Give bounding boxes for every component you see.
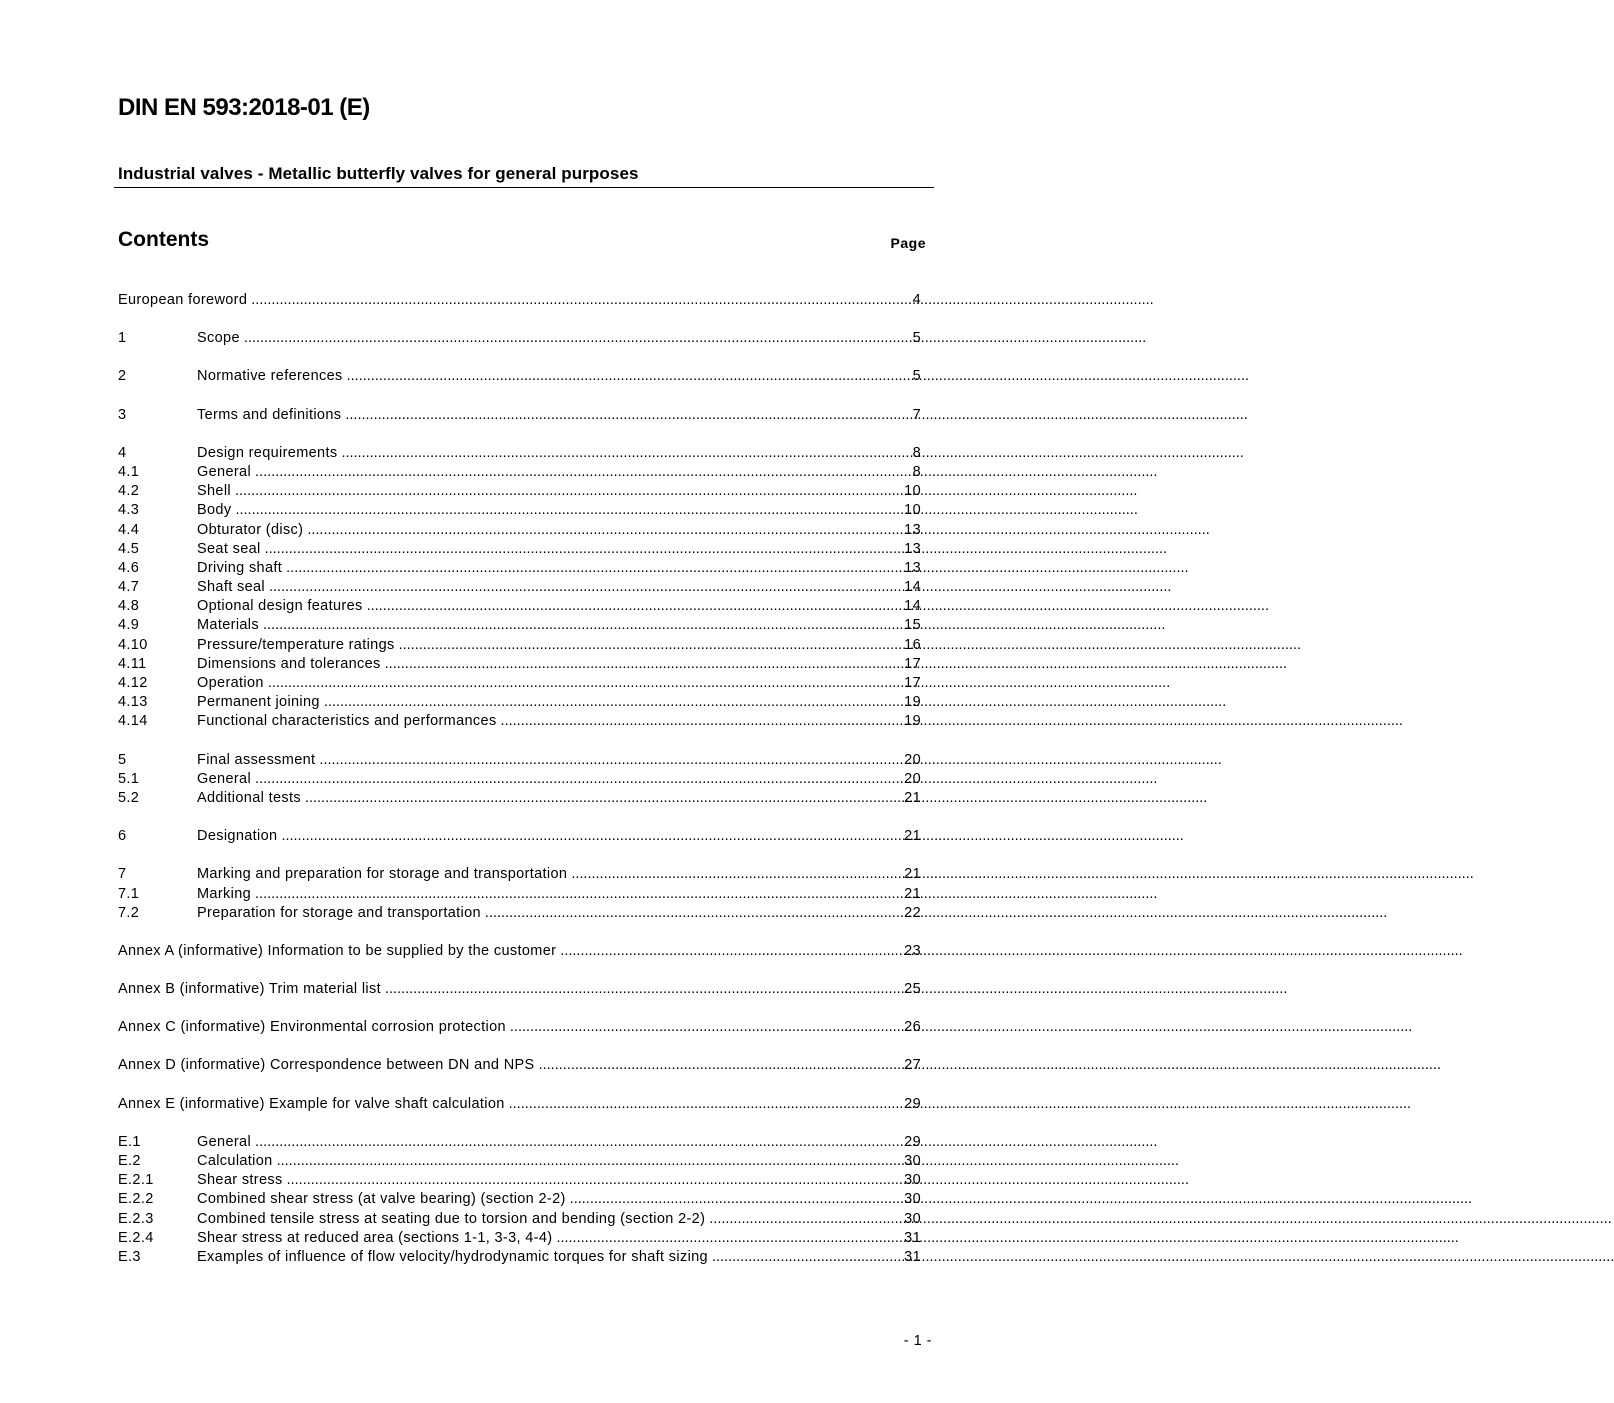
toc-entry-title: Permanent joining [197, 694, 320, 711]
toc-entry[interactable] [118, 463, 921, 482]
toc-entry-page: 10 [904, 483, 921, 500]
toc-entry[interactable] [118, 827, 921, 846]
toc-entry-title: Annex C (informative) Environmental corrosion protection [118, 1019, 506, 1036]
toc-entry-page: 17 [904, 655, 921, 672]
toc-dot-leader [712, 1248, 904, 1267]
toc-dot-leader [509, 1095, 905, 1114]
toc-entry-page: 27 [904, 1057, 921, 1074]
toc-entry-page: 29 [904, 1095, 921, 1112]
toc-entry-page: 17 [904, 675, 921, 691]
toc-entry[interactable] [118, 501, 921, 520]
toc-dot-leader [709, 1210, 904, 1229]
toc-entry-number: 4.2 [118, 483, 140, 500]
toc-entry[interactable] [118, 367, 921, 386]
toc-entry-page: 5 [912, 330, 921, 347]
toc-entry[interactable] [118, 1056, 921, 1075]
toc-entry[interactable] [118, 942, 921, 961]
toc-entry-page: 4 [912, 292, 921, 308]
toc-entry[interactable] [118, 712, 921, 731]
toc-entry-title: Design requirements [197, 444, 338, 461]
toc-entry-page: 14 [904, 598, 921, 615]
toc-dot-leader [277, 1152, 905, 1171]
toc-entry-page: 13 [904, 540, 921, 557]
toc-entry-page: 31 [904, 1229, 921, 1246]
toc-entry-title: Preparation for storage and transportation [197, 904, 481, 921]
toc-dot-leader [263, 616, 904, 635]
toc-entry-page: 26 [904, 1019, 921, 1036]
toc-entry-title: European foreword [118, 292, 248, 308]
toc-entry-page: 21 [904, 828, 921, 845]
toc-entry-number: E.2.2 [118, 1191, 154, 1208]
toc-entry-number: 4.7 [118, 579, 140, 596]
toc-entry-number: 4.12 [118, 675, 148, 691]
toc-entry[interactable] [118, 770, 921, 789]
toc-entry[interactable] [118, 540, 921, 559]
toc-dot-leader [485, 904, 904, 923]
toc-dot-leader [235, 482, 904, 501]
toc-entry[interactable] [118, 674, 921, 693]
toc-entry[interactable] [118, 904, 921, 923]
toc-dot-leader [399, 636, 905, 655]
toc-dot-leader [286, 559, 904, 578]
toc-entry-page: 13 [904, 521, 921, 538]
toc-dot-leader [287, 1171, 905, 1190]
toc-dot-leader [255, 885, 904, 904]
toc-entry-title: Seat seal [197, 540, 261, 557]
toc-entry-title: General [197, 463, 252, 480]
toc-entry-number: 6 [118, 828, 127, 845]
toc-entry[interactable] [118, 1190, 921, 1209]
toc-entry-title: Functional characteristics and performances [197, 713, 497, 730]
toc-entry-title: Terms and definitions [197, 406, 342, 423]
toc-entry-number: 5 [118, 751, 127, 768]
toc-entry-title: Shear stress at reduced area (sections 1-1, 3-3, 4-4) [197, 1229, 553, 1246]
toc-dot-leader [560, 942, 904, 961]
toc-entry-page: 23 [904, 942, 921, 959]
toc-entry-page: 31 [904, 1248, 921, 1265]
toc-entry-page: 14 [904, 579, 921, 596]
toc-entry-title: Calculation [197, 1153, 273, 1169]
toc-entry-title: Optional design features [197, 598, 363, 615]
toc-entry-title: Annex E (informative) Example for valve shaft calculation [118, 1095, 505, 1112]
title-underline-divider [114, 187, 934, 188]
toc-entry-page: 8 [912, 463, 921, 480]
toc-entry-page: 25 [904, 981, 921, 998]
toc-entry-page: 30 [904, 1172, 921, 1189]
toc-entry-number: 7 [118, 866, 127, 883]
toc-entry[interactable] [118, 1248, 921, 1267]
toc-dot-leader [255, 770, 904, 789]
toc-entry-number: 4 [118, 444, 127, 461]
toc-entry-number: 4.10 [118, 636, 148, 653]
toc-entry-title: Obturator (disc) [197, 521, 304, 538]
toc-entry-page: 21 [904, 885, 921, 902]
toc-entry-title: General [197, 770, 252, 787]
toc-entry[interactable] [118, 597, 921, 616]
table-of-contents [118, 291, 921, 1267]
toc-entry-number: E.1 [118, 1133, 141, 1150]
toc-entry[interactable] [118, 329, 921, 348]
toc-dot-leader [269, 578, 904, 597]
toc-entry-title: Driving shaft [197, 559, 283, 576]
toc-entry-page: 8 [912, 444, 921, 461]
toc-dot-leader [265, 540, 905, 559]
toc-entry-page: 29 [904, 1133, 921, 1150]
toc-entry-page: 21 [904, 789, 921, 806]
toc-entry[interactable] [118, 865, 921, 884]
toc-dot-leader [367, 597, 905, 616]
toc-entry-number: 7.1 [118, 885, 140, 902]
toc-entry[interactable] [118, 1133, 921, 1152]
toc-entry[interactable] [118, 578, 921, 597]
toc-entry-title: Pressure/temperature ratings [197, 636, 395, 653]
toc-entry-page: 5 [912, 368, 921, 385]
toc-entry-number: E.2 [118, 1153, 141, 1169]
document-title: DIN EN 593:2018-01 (E) [118, 94, 370, 121]
toc-entry-page: 19 [904, 694, 921, 711]
toc-entry-page: 7 [912, 406, 921, 423]
toc-dot-leader [385, 980, 904, 999]
toc-dot-leader [341, 444, 912, 463]
toc-entry[interactable] [118, 885, 921, 904]
toc-dot-leader [307, 521, 904, 540]
toc-entry-title: Designation [197, 828, 278, 845]
toc-dot-leader [345, 406, 912, 425]
toc-entry-number: 7.2 [118, 904, 140, 921]
toc-entry-page: 22 [904, 904, 921, 921]
toc-entry-number: 2 [118, 368, 127, 385]
toc-entry-number: 4.4 [118, 521, 140, 538]
page-number-footer: - 1 - [903, 1333, 932, 1349]
toc-entry-title: Normative references [197, 368, 343, 385]
toc-entry-number: 4.11 [118, 655, 147, 672]
toc-entry-title: Combined tensile stress at seating due to torsion and bending (section 2-2) [197, 1210, 706, 1227]
toc-entry-number: 4.13 [118, 694, 148, 711]
toc-entry[interactable] [118, 1210, 921, 1229]
toc-dot-leader [255, 463, 913, 482]
toc-entry-page: 30 [904, 1153, 921, 1169]
toc-entry-title: Combined shear stress (at valve bearing) (section 2-2) [197, 1191, 566, 1208]
toc-dot-leader [570, 1190, 904, 1209]
toc-entry-title: Dimensions and tolerances [197, 655, 381, 672]
toc-entry-title: Annex D (informative) Correspondence between DN and NPS [118, 1057, 535, 1074]
toc-entry-title: Materials [197, 617, 259, 634]
toc-dot-leader [539, 1056, 905, 1075]
toc-entry[interactable] [118, 616, 921, 635]
toc-entry-title: Marking [197, 885, 252, 902]
toc-entry[interactable] [118, 1229, 921, 1248]
toc-entry-number: 4.3 [118, 502, 140, 519]
toc-entry-title: Annex A (informative) Information to be supplied by the customer [118, 942, 557, 959]
toc-entry-title: Scope [197, 330, 240, 347]
toc-entry[interactable] [118, 444, 921, 463]
toc-dot-leader [571, 865, 904, 884]
toc-entry-title: Shaft seal [197, 579, 265, 596]
toc-entry-title: Shear stress [197, 1172, 283, 1189]
toc-dot-leader [319, 751, 904, 770]
toc-entry-title: Body [197, 502, 232, 519]
toc-dot-leader [501, 712, 905, 731]
toc-dot-leader [305, 789, 904, 808]
toc-dot-leader [556, 1229, 904, 1248]
toc-entry[interactable] [118, 1152, 921, 1171]
toc-entry[interactable] [118, 1018, 921, 1037]
toc-entry[interactable] [118, 655, 921, 674]
contents-heading: Contents [118, 228, 209, 251]
toc-entry-title: Operation [197, 675, 264, 691]
toc-entry-title: Additional tests [197, 789, 301, 806]
toc-entry-title: Examples of influence of flow velocity/hydrodynamic torques for shaft sizing [197, 1248, 708, 1265]
toc-entry-page: 20 [904, 751, 921, 768]
toc-entry-number: E.2.3 [118, 1210, 154, 1227]
toc-entry-page: 16 [904, 636, 921, 653]
toc-dot-leader [324, 693, 904, 712]
toc-entry-title: Marking and preparation for storage and transportation [197, 866, 568, 883]
toc-dot-leader [281, 827, 904, 846]
toc-entry-number: 5.1 [118, 770, 140, 787]
toc-dot-leader [235, 501, 904, 520]
toc-dot-leader [347, 367, 913, 386]
toc-entry-number: 1 [118, 330, 127, 347]
toc-entry-title: Annex B (informative) Trim material list [118, 981, 381, 998]
toc-entry-page: 15 [904, 617, 921, 634]
toc-entry-page: 21 [904, 866, 921, 883]
toc-entry[interactable] [118, 980, 921, 999]
toc-entry[interactable] [118, 521, 921, 540]
toc-entry-number: 4.9 [118, 617, 140, 634]
toc-entry-number: 4.1 [118, 463, 140, 480]
toc-entry-number: 3 [118, 406, 127, 423]
toc-entry[interactable] [118, 636, 921, 655]
toc-entry[interactable] [118, 1095, 921, 1114]
toc-entry-page: 13 [904, 559, 921, 576]
toc-entry[interactable] [118, 789, 921, 808]
toc-dot-leader [255, 1133, 904, 1152]
toc-dot-leader [510, 1018, 904, 1037]
toc-entry-page: 30 [904, 1210, 921, 1227]
toc-entry-title: Shell [197, 483, 231, 500]
toc-entry[interactable] [118, 291, 921, 310]
toc-entry-page: 19 [904, 713, 921, 730]
toc-entry[interactable] [118, 693, 921, 712]
toc-entry[interactable] [118, 559, 921, 578]
toc-dot-leader [244, 329, 913, 348]
toc-entry-number: 4.5 [118, 540, 140, 557]
toc-entry-page: 10 [904, 502, 921, 519]
toc-dot-leader [268, 674, 904, 693]
toc-entry-title: General [197, 1133, 252, 1150]
toc-entry[interactable] [118, 751, 921, 770]
toc-entry-number: E.3 [118, 1248, 141, 1265]
toc-entry-title: Final assessment [197, 751, 316, 768]
toc-dot-leader [385, 655, 905, 674]
document-subtitle: Industrial valves - Metallic butterfly valves for general purposes [118, 164, 639, 183]
toc-entry-page: 20 [904, 770, 921, 787]
toc-entry-number: 4.8 [118, 598, 140, 615]
toc-dot-leader [251, 291, 912, 310]
toc-entry-number: 4.6 [118, 559, 140, 576]
toc-entry[interactable] [118, 406, 921, 425]
toc-entry[interactable] [118, 1171, 921, 1190]
toc-entry-number: E.2.1 [118, 1172, 154, 1189]
toc-entry-number: 5.2 [118, 789, 140, 806]
toc-entry-number: E.2.4 [118, 1229, 154, 1246]
toc-entry[interactable] [118, 482, 921, 501]
page-column-heading: Page [890, 235, 926, 251]
toc-entry-page: 30 [904, 1191, 921, 1208]
toc-entry-number: 4.14 [118, 713, 148, 730]
